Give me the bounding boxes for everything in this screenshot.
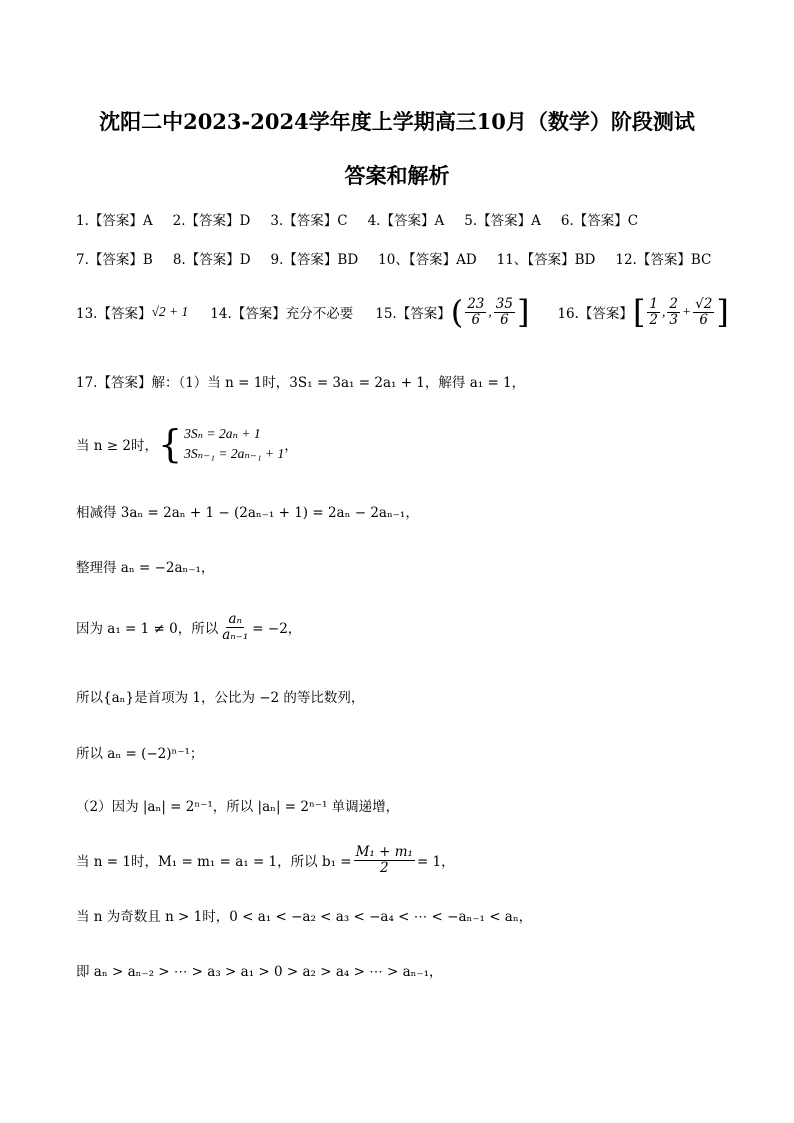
answer-10: 10、【答案】AD xyxy=(378,252,477,268)
answer-15-fraction-2: $\frac{35}{6}$ xyxy=(495,295,513,328)
answer-4: 4.【答案】A xyxy=(367,213,445,229)
open-paren-glyph: ( xyxy=(450,293,464,331)
solution-line-1: 17.【答案】解：（1）当 n = 1时，3S₁ = 3a₁ = 2a₁ + 1，解得 a₁ = 1， xyxy=(76,375,526,391)
close-bracket-glyph: ] xyxy=(716,293,729,331)
answers-row-2 xyxy=(76,248,711,268)
document-subtitle: 答案和解析 xyxy=(344,163,450,188)
answer-6: 6.【答案】C xyxy=(560,213,639,229)
answer-2: 2.【答案】D xyxy=(172,213,251,229)
answers-row-1 xyxy=(76,209,638,229)
solution-line-3: 相减得 3aₙ = 2aₙ + 1 − (2aₙ₋₁ + 1) = 2aₙ − 2aₙ₋₁， xyxy=(76,505,419,521)
solution-line-11: 即 aₙ > aₙ₋₂ > ⋯ > a₃ > a₁ > 0 > a₂ > a₄ > ⋯ > aₙ₋₁， xyxy=(76,964,443,980)
answer-13-label: 13.【答案】 xyxy=(76,306,152,322)
solution-line-6: 所以{aₙ}是首项为 1，公比为 −2 的等比数列， xyxy=(76,690,365,706)
answer-16-label: 16.【答案】 xyxy=(557,306,633,322)
open-bracket-glyph: [ xyxy=(632,293,646,331)
answer-16-fraction-1: $\frac{1}{2}$ xyxy=(649,295,659,328)
equation-system: { 3Sₙ = 2aₙ + 1 3Sₙ₋₁ = 2aₙ₋₁ + 1 xyxy=(157,422,285,466)
answer-16-fraction-3: $\frac{√2}{6}$ xyxy=(695,295,713,328)
answer-15-label: 15.【答案】 xyxy=(375,306,451,322)
b1-fraction: $\frac{\text{M₁ + m₁}}{2}$ xyxy=(355,843,413,876)
left-brace-glyph: { xyxy=(157,422,183,466)
answer-16-fraction-2: $\frac{2}{3}$ xyxy=(669,295,678,328)
answer-8: 8.【答案】D xyxy=(172,252,251,268)
close-bracket-glyph: ] xyxy=(516,293,530,331)
answer-7: 7.【答案】B xyxy=(76,252,153,268)
document-title: 沈阳二中2023-2024学年度上学期高三10月（数学）阶段测试 xyxy=(99,109,695,134)
answer-12: 12.【答案】BC xyxy=(615,252,712,268)
solution-line-7: 所以 aₙ = (−2)ⁿ⁻¹； xyxy=(76,746,204,762)
answer-11: 11、【答案】BD xyxy=(496,252,596,268)
answers-row-3: 13.【答案】 √2 + 1 14.【答案】充分不必要 15.【答案】 ( $\frac{23}{6}$ , $\frac{35}{6}$ ] 16.【答案】 [ $\frac{1}{2}$ , $\frac{2}{3}$ + $\frac{√2}{6}$ ] xyxy=(76,293,729,331)
ratio-fraction: $\frac{\text{aₙ}}{\text{aₙ₋₁}}$ xyxy=(222,610,249,643)
solution-line-5: 因为 a₁ = 1 ≠ 0，所以 $\frac{\text{aₙ}}{\text{aₙ₋₁}}$ = −2， xyxy=(76,610,302,643)
solution-line-2: 当 n ≥ 2时， { 3Sₙ = 2aₙ + 1 3Sₙ₋₁ = 2aₙ₋₁ + 1 ， xyxy=(76,422,298,466)
answer-15-fraction-1: $\frac{23}{6}$ xyxy=(467,295,485,328)
solution-line-8: （2）因为 |aₙ| = 2ⁿ⁻¹，所以 |aₙ| = 2ⁿ⁻¹ 单调递增， xyxy=(76,799,400,815)
answer-3: 3.【答案】C xyxy=(270,213,348,229)
answer-9: 9.【答案】BD xyxy=(270,252,359,268)
answer-1: 1.【答案】A xyxy=(76,213,153,229)
answer-13-value: √2 + 1 xyxy=(151,304,189,319)
solution-line-10: 当 n 为奇数且 n > 1时，0 < a₁ < −a₂ < a₃ < −a₄ < ⋯ < −aₙ₋₁ < aₙ， xyxy=(76,909,533,925)
answer-5: 5.【答案】A xyxy=(464,213,541,229)
solution-line-9: 当 n = 1时，M₁ = m₁ = a₁ = 1，所以 b₁ = $\frac{\text{M₁ + m₁}}{2}$ = 1， xyxy=(76,843,455,876)
answer-14: 14.【答案】充分不必要 xyxy=(210,306,354,322)
solution-line-4: 整理得 aₙ = −2aₙ₋₁， xyxy=(76,560,215,576)
